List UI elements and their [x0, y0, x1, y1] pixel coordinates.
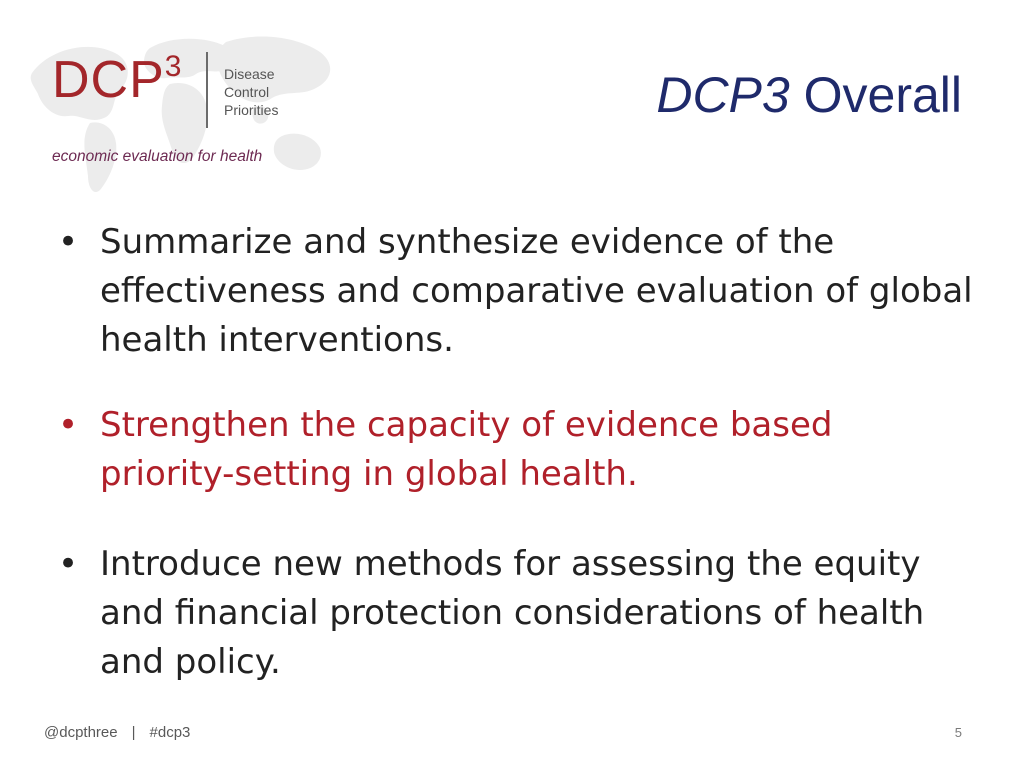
logo-mark-superscript: 3 [164, 50, 183, 83]
bullet-item [56, 218, 976, 365]
logo-wordmark [224, 65, 278, 119]
footer-handle: @dcpthree [44, 724, 118, 741]
dcp3-logo[interactable] [52, 52, 352, 172]
logo-line-priorities: Priorities [224, 102, 279, 118]
bullet-item-highlighted [56, 401, 976, 499]
footer-hashtag: #dcp3 [149, 724, 191, 741]
bullet-dot-icon: • [58, 544, 79, 584]
footer-separator: | [131, 724, 136, 741]
bullet-list [56, 218, 976, 687]
bullet-item [56, 540, 976, 687]
footer-social [44, 724, 190, 741]
bullet-dot-icon: • [58, 222, 79, 262]
bullet-dot-icon: • [58, 405, 79, 445]
logo-divider [206, 52, 208, 128]
slide-title-rest: Overall [803, 67, 962, 123]
logo-mark-text: DCP [52, 51, 165, 109]
logo-line-control: Control [224, 84, 270, 100]
logo-tagline: economic evaluation for health [52, 148, 263, 165]
slide-title-italic: DCP3 [656, 67, 790, 123]
bullet-text: Strengthen the capacity of evidence based priority-setting in global health. [100, 405, 833, 494]
slide-title [656, 68, 962, 123]
bullet-text: Introduce new methods for assessing the equity and financial protection considerations of health and policy. [100, 544, 925, 682]
page-number: 5 [954, 725, 962, 740]
logo-mark [52, 50, 183, 109]
logo-line-disease: Disease [224, 66, 275, 82]
bullet-text: Summarize and synthesize evidence of the effectiveness and comparative evaluation of global health interventions. [100, 222, 973, 360]
